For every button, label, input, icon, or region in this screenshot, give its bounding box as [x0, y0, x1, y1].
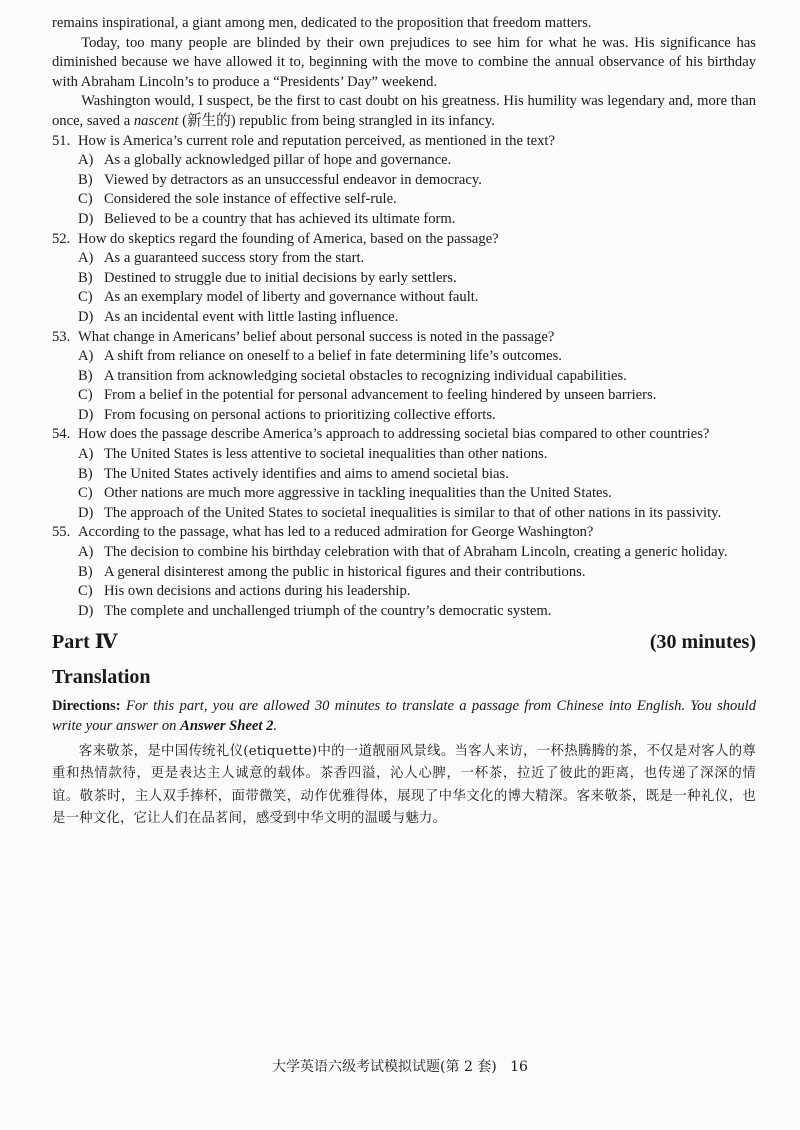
option-letter: D)	[78, 308, 94, 325]
option-letter: C)	[78, 485, 93, 502]
option-b[interactable]	[78, 465, 756, 485]
question-list	[52, 132, 756, 622]
directions-label: Directions:	[52, 698, 121, 715]
option-c[interactable]	[78, 288, 756, 308]
passage-paragraph-2: Today, too many people are blinded by their own prejudices to see him for what he was. His significance has diminished because we have allowed it to, beginning with the move to combine the annual observance of his birthday with Abraham Lincoln’s to produce a “Presidents’ Day” weekend.	[52, 34, 756, 90]
option-c[interactable]	[78, 190, 756, 210]
option-a[interactable]	[78, 445, 756, 465]
question-number: 51.	[52, 132, 71, 149]
option-text: The decision to combine his birthday celebration with that of Abraham Lincoln, creating a generic holiday.	[104, 544, 728, 561]
option-letter: A)	[78, 152, 94, 169]
question-51	[52, 132, 756, 230]
option-a[interactable]	[78, 249, 756, 269]
option-text: The complete and unchallenged triumph of the country’s democratic system.	[104, 602, 552, 619]
option-text: From a belief in the potential for personal advancement to feeling hindered by unseen barriers.	[104, 387, 657, 404]
part-header	[52, 628, 756, 691]
option-d[interactable]	[78, 406, 756, 426]
option-text: His own decisions and actions during his leadership.	[104, 583, 411, 600]
option-text: From focusing on personal actions to prioritizing collective efforts.	[104, 406, 496, 423]
option-a[interactable]	[78, 543, 756, 563]
option-c[interactable]	[78, 386, 756, 406]
directions-end: .	[273, 718, 278, 734]
answer-sheet-label: Answer Sheet 2	[180, 718, 274, 734]
chinese-passage: 客来敬茶，是中国传统礼仪(etiquette)中的一道靓丽风景线。当客人来访，一杯热腾腾的茶，不仅是对客人的尊重和热情款待，更是表达主人诚意的载体。茶香四溢，沁人心脾，一杯茶，拉近了彼此的距离，也传递了深深的情谊。敬茶时，主人双手捧杯，面带微笑，动作优雅得体，展现了中华文化的博大精深。客来敬茶，既是一种礼仪，也是一种文化，它让人们在品茗间，感受到中华文明的温暖与魅力。	[52, 743, 756, 827]
option-text: A general disinterest among the public in historical figures and their contributions.	[104, 563, 586, 580]
option-c[interactable]	[78, 484, 756, 504]
question-stem: How is America’s current role and reputation perceived, as mentioned in the text?	[78, 132, 555, 149]
option-letter: B)	[78, 465, 93, 482]
directions-text: For this part, you are allowed 30 minutes to translate a passage from Chinese into English. You should write your answer on	[52, 698, 756, 734]
option-text: Viewed by detractors as an unsuccessful endeavor in democracy.	[104, 171, 482, 188]
option-text: As an exemplary model of liberty and governance without fault.	[104, 289, 479, 306]
option-text: The United States actively identifies and aims to amend societal bias.	[104, 465, 509, 482]
reading-passage	[52, 14, 756, 132]
option-text: Believed to be a country that has achieved its ultimate form.	[104, 210, 456, 227]
option-d[interactable]	[78, 602, 756, 622]
question-52	[52, 230, 756, 328]
option-b[interactable]	[78, 563, 756, 583]
question-number: 52.	[52, 230, 71, 247]
question-55	[52, 523, 756, 621]
part-title: Translation	[52, 666, 151, 689]
option-text: Destined to struggle due to initial decisions by early settlers.	[104, 269, 457, 286]
option-letter: D)	[78, 504, 94, 521]
option-letter: B)	[78, 367, 93, 384]
option-letter: A)	[78, 250, 94, 267]
option-letter: C)	[78, 583, 93, 600]
option-text: Other nations are much more aggressive in tackling inequalities than the United States.	[104, 485, 612, 502]
option-a[interactable]	[78, 151, 756, 171]
passage-paragraph-3: Washington would, I suspect, be the first to cast doubt on his greatness. His humility was legendary and, more than once, saved a nascent (新生的) republic from being strangled in its infancy.	[52, 93, 756, 129]
option-text: Considered the sole instance of effective self-rule.	[104, 191, 397, 208]
question-53	[52, 328, 756, 426]
option-letter: A)	[78, 348, 94, 365]
option-text: As an incidental event with little lasting influence.	[104, 308, 399, 325]
option-text: A transition from acknowledging societal obstacles to recognizing individual capabilities.	[104, 367, 627, 384]
option-d[interactable]	[78, 504, 756, 524]
option-letter: D)	[78, 406, 94, 423]
passage-paragraph-1: remains inspirational, a giant among men, dedicated to the proposition that freedom matters.	[52, 15, 592, 31]
part-label: Part Ⅳ	[52, 631, 118, 654]
option-letter: B)	[78, 269, 93, 286]
option-letter: A)	[78, 544, 94, 561]
page-number: 16	[510, 1059, 528, 1075]
option-letter: B)	[78, 171, 93, 188]
question-54	[52, 425, 756, 523]
question-stem: How does the passage describe America’s approach to addressing societal bias compared to other countries?	[78, 426, 710, 443]
option-letter: A)	[78, 446, 94, 463]
question-stem: What change in Americans’ belief about personal success is noted in the passage?	[78, 328, 555, 345]
question-number: 55.	[52, 524, 71, 541]
option-text: The approach of the United States to societal inequalities is similar to that of other nations in its passivity.	[104, 504, 722, 521]
question-number: 54.	[52, 426, 71, 443]
question-number: 53.	[52, 328, 71, 345]
option-letter: D)	[78, 602, 94, 619]
part-time: (30 minutes)	[649, 631, 756, 654]
option-letter: C)	[78, 387, 93, 404]
option-a[interactable]	[78, 347, 756, 367]
footer-title: 大学英语六级考试模拟试题(第 2 套)	[272, 1059, 497, 1075]
option-text: As a guaranteed success story from the start.	[104, 250, 365, 267]
option-d[interactable]	[78, 210, 756, 230]
option-text: A shift from reliance on oneself to a belief in fate determining life’s outcomes.	[104, 348, 562, 365]
page-footer	[0, 1058, 800, 1078]
option-c[interactable]	[78, 582, 756, 602]
option-letter: B)	[78, 563, 93, 580]
option-text: The United States is less attentive to societal inequalities than other nations.	[104, 446, 548, 463]
option-letter: C)	[78, 191, 93, 208]
option-text: As a globally acknowledged pillar of hope and governance.	[104, 152, 452, 169]
question-stem: According to the passage, what has led to a reduced admiration for George Washington?	[78, 524, 594, 541]
question-stem: How do skeptics regard the founding of America, based on the passage?	[78, 230, 499, 247]
option-letter: D)	[78, 210, 94, 227]
option-b[interactable]	[78, 269, 756, 289]
option-letter: C)	[78, 289, 93, 306]
option-b[interactable]	[78, 171, 756, 191]
directions	[52, 697, 756, 736]
option-b[interactable]	[78, 367, 756, 387]
option-d[interactable]	[78, 308, 756, 328]
